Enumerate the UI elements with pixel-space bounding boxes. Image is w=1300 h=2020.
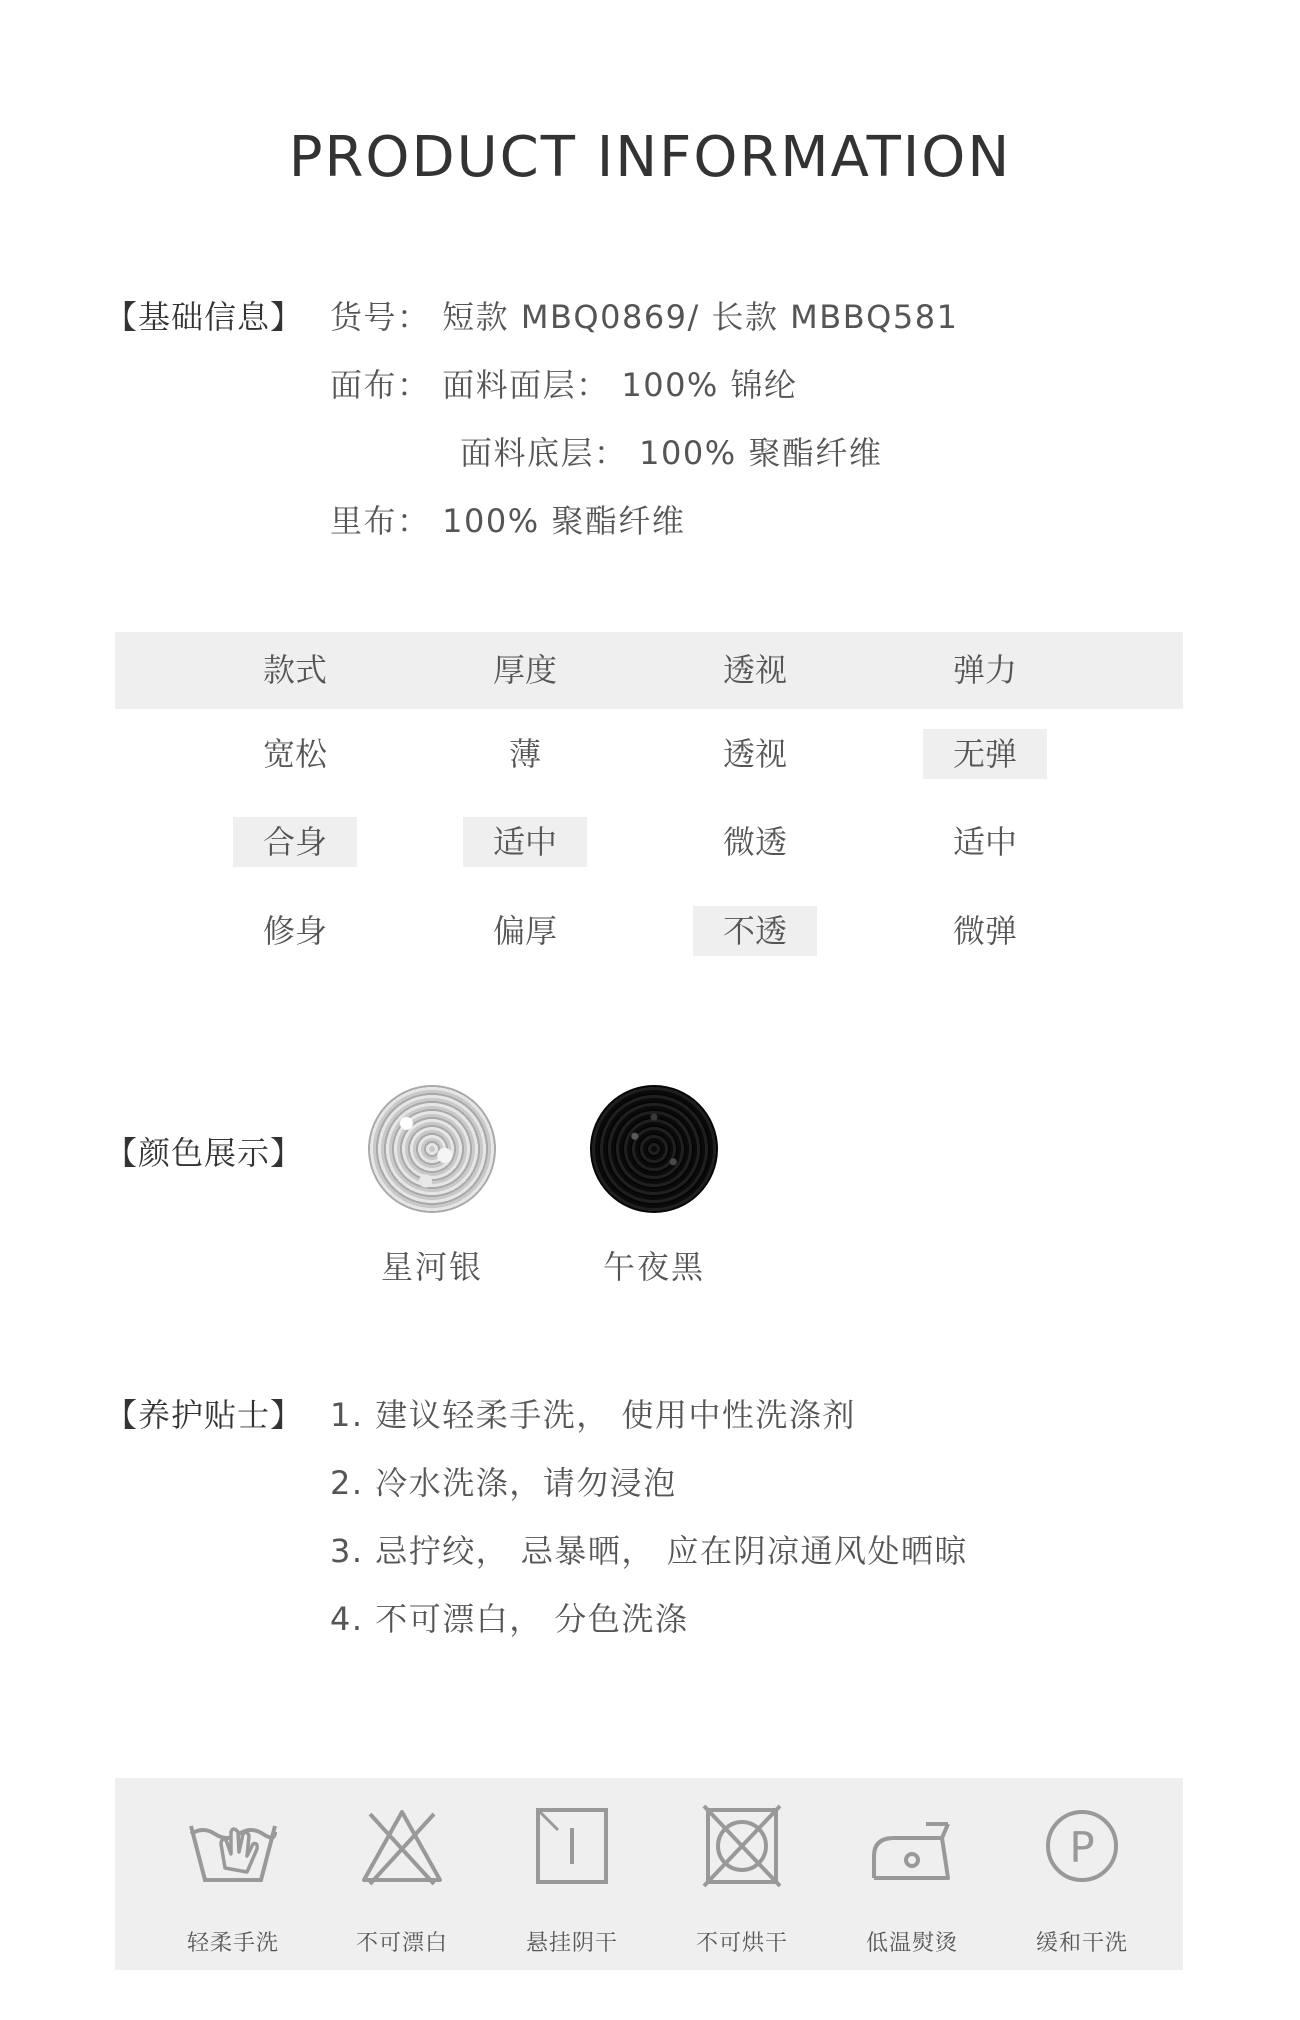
attr-cell-selected: 无弹 <box>923 729 1047 779</box>
svg-text:P: P <box>1069 1823 1095 1872</box>
header-thickness: 厚度 <box>492 651 557 689</box>
swatch-black[interactable] <box>590 1085 718 1213</box>
page-title: PRODUCT INFORMATION <box>288 125 1012 190</box>
attr-cell: 偏厚 <box>492 912 557 950</box>
swatch-silver[interactable] <box>368 1085 496 1213</box>
attr-cell-selected: 适中 <box>463 817 587 867</box>
care-item-line-dry <box>487 1778 657 1970</box>
care-label: 缓和干洗 <box>1035 1931 1128 1956</box>
attr-cell-selected: 不透 <box>693 906 817 956</box>
attr-cell: 宽松 <box>262 735 327 773</box>
basic-info-label: 【基础信息】 <box>105 298 304 336</box>
care-label: 低温熨烫 <box>865 1931 958 1956</box>
line-dry-icon <box>524 1804 620 1890</box>
care-label: 轻柔手洗 <box>186 1931 279 1956</box>
care-label: 悬挂阴干 <box>525 1931 618 1956</box>
care-tip: 3. 忌拧绞， 忌暴晒， 应在阴凉通风处晒晾 <box>330 1532 969 1570</box>
header-transparency: 透视 <box>722 651 787 689</box>
low-iron-icon <box>864 1804 960 1890</box>
care-tip: 1. 建议轻柔手洗， 使用中性洗涤剂 <box>330 1396 856 1434</box>
attr-cell: 修身 <box>262 912 327 950</box>
care-item-hand-wash <box>148 1778 318 1970</box>
attr-cell-selected: 合身 <box>233 817 357 867</box>
fabric-base-line: 面料底层： 100% 聚酯纤维 <box>460 434 883 472</box>
colors-label: 【颜色展示】 <box>105 1134 304 1172</box>
color-name-silver: 星河银 <box>380 1248 483 1286</box>
dry-clean-p-icon <box>1034 1804 1130 1890</box>
care-item-dry-clean <box>997 1778 1167 1970</box>
care-label: 不可烘干 <box>695 1931 788 1956</box>
care-icons-panel <box>115 1778 1183 1970</box>
care-item-no-tumble-dry <box>657 1778 827 1970</box>
attr-cell: 微透 <box>722 823 787 861</box>
fabric-outer-line: 面布： 面料面层： 100% 锦纶 <box>330 366 798 404</box>
header-elasticity: 弹力 <box>952 651 1017 689</box>
lining-line: 里布： 100% 聚酯纤维 <box>330 502 686 540</box>
attribute-table-header <box>115 632 1183 709</box>
care-tip: 4. 不可漂白， 分色洗涤 <box>330 1600 689 1638</box>
hand-wash-icon <box>185 1804 281 1890</box>
no-tumble-dry-icon <box>694 1804 790 1890</box>
header-style: 款式 <box>262 651 327 689</box>
care-item-low-iron <box>827 1778 997 1970</box>
care-tip: 2. 冷水洗涤，请勿浸泡 <box>330 1464 677 1502</box>
no-bleach-icon <box>354 1804 450 1890</box>
attr-cell: 薄 <box>508 735 541 773</box>
care-label: 不可漂白 <box>355 1931 448 1956</box>
care-item-no-bleach <box>317 1778 487 1970</box>
sku-line: 货号： 短款 MBQ0869/ 长款 MBBQ581 <box>330 298 959 336</box>
attr-cell: 微弹 <box>952 912 1017 950</box>
attr-cell: 适中 <box>952 823 1017 861</box>
color-name-black: 午夜黑 <box>602 1248 705 1286</box>
attr-cell: 透视 <box>722 735 787 773</box>
care-tips-label: 【养护贴士】 <box>105 1396 304 1434</box>
